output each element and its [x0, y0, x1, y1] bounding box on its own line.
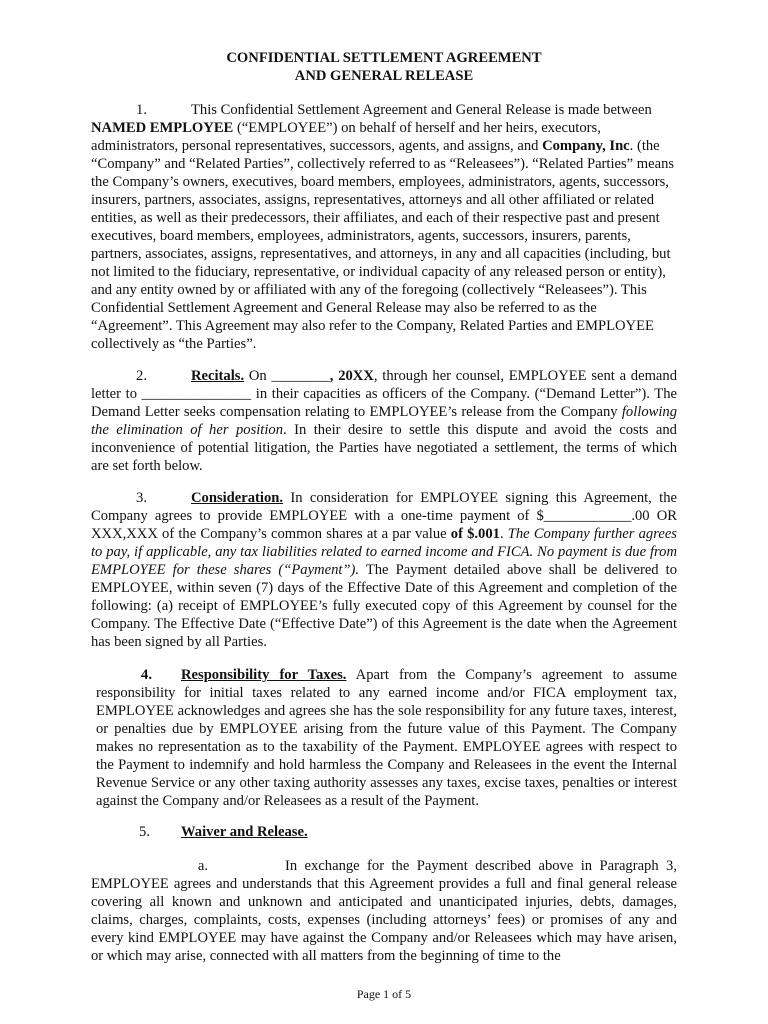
document-title-line1: CONFIDENTIAL SETTLEMENT AGREEMENT: [226, 50, 542, 66]
italic-text: following the elimination of her position: [91, 404, 677, 438]
paragraph-5a: [91, 857, 677, 965]
paragraph-text: , through her counsel, EMPLOYEE sent a demand letter to _______________ in their capacities as officers of the Company. (“Demand Letter”). The Demand Letter seeks compensation relating to EMPLOYEE’s release from the Company: [91, 368, 677, 420]
page-number-footer: Page 1 of 5: [356, 987, 412, 1001]
italic-text: The Company further agrees to pay, if applicable, any tax liabilities related to earned income and FICA. No payment is due from EMPLOYEE for these shares (“Payment”).: [91, 526, 677, 578]
section-heading: Waiver and Release.: [181, 824, 308, 840]
paragraph-text: Apart from the Company’s agreement to assume responsibility for initial taxes related to any earned income and/or FICA employment tax, EMPLOYEE acknowledges and agrees she has the sole responsibility for any future taxes, interest, or penalties due by EMPLOYEE arising from the future value of this Payment. The Company makes no representation as to the taxability of the Payment. EMPLOYEE agrees with respect to the Payment to indemnify and hold harmless the Company and Releasees in the event the Internal Revenue Service or any other taxing authority assesses any taxes, excise taxes, penalties or interest against the Company and/or Releasees as a result of the Payment.: [96, 667, 678, 809]
paragraph-number: 2.: [136, 368, 147, 384]
paragraph-5: [91, 823, 677, 841]
section-heading: Recitals.: [191, 368, 245, 384]
section-heading: Consideration.: [191, 490, 284, 506]
paragraph-text: . (the “Company” and “Related Parties”, collectively referred to as “Releasees”). “Related Parties” means the Company’s owners, executives, board members, employees, administrators, agents, successors, insurers, partners, associates, assigns, representatives, attorneys and all other affiliated or related entities, as well as their predecessors, their affiliates, and each of their respective past and present executives, board members, employees, administrators, agents, successors, insurers, parents, partners, associates, assigns, representatives, and attorneys, in any and all capacities (including, but not limited to the fiduciary, representative, or individual capacity of any released person or entity), and any entity owned by or affiliated with any of the foregoing (collectively “Releasees”). This Confidential Settlement Agreement and General Release may also be referred to as the “Agreement”. This Agreement may also refer to the Company, Related Parties and EMPLOYEE collectively as “the Parties”.: [91, 138, 675, 352]
subparagraph-letter: a.: [197, 858, 208, 874]
paragraph-number: 4.: [141, 667, 152, 683]
paragraph-number: 5.: [139, 824, 150, 840]
document-title-line2: AND GENERAL RELEASE: [294, 68, 474, 84]
paragraph-4: [96, 666, 677, 810]
paragraph-text: On ________: [244, 368, 330, 384]
paragraph-3: [91, 489, 677, 651]
paragraph-number: 3.: [136, 490, 147, 506]
paragraph-1: [91, 101, 677, 353]
party-name: NAMED EMPLOYEE: [91, 120, 234, 136]
paragraph-2: [91, 367, 677, 475]
paragraph-text: In exchange for the Payment described above in Paragraph 3, EMPLOYEE agrees and understands that this Agreement provides a full and final general release covering all known and unknown and anticipated and unanticipated injuries, debts, damages, claims, charges, complaints, costs, expenses (including attorneys’ fees) or promises of any and every kind EMPLOYEE may have against the Company and/or Releasees which may have arisen, or which may arise, connected with all matters from the beginning of time to the: [91, 858, 677, 964]
section-heading: Responsibility for Taxes.: [181, 667, 347, 683]
paragraph-text: .: [499, 526, 508, 542]
paragraph-text: (“EMPLOYEE”) on behalf of herself and her heirs, executors, administrators, personal representatives, successors, agents, and assigns, and: [91, 120, 601, 154]
paragraph-text: In consideration for EMPLOYEE signing this Agreement, the Company agrees to provide EMPLOYEE with a one-time payment of $____________.00 OR XXX,XXX of the Company’s common shares at a par value: [91, 490, 677, 542]
paragraph-text: The Payment detailed above shall be delivered to EMPLOYEE, within seven (7) days of the Effective Date of this Agreement and completion of the following: (a) receipt of EMPLOYEE’s fully executed copy of this Agreement by counsel for the Company. The Effective Date (“Effective Date”) of this Agreement is the date when the Agreement has been signed by all Parties.: [91, 562, 677, 650]
paragraph-text: This Confidential Settlement Agreement and General Release is made between: [191, 102, 652, 118]
paragraph-number: 1.: [136, 102, 147, 118]
paragraph-text: . In their desire to settle this dispute and avoid the costs and inconvenience of potential litigation, the Parties have negotiated a settlement, the terms of which are set forth below.: [91, 422, 677, 474]
par-value: of $.001: [450, 526, 500, 542]
date-year: , 20XX: [329, 368, 374, 384]
company-name: Company, Inc: [542, 138, 630, 154]
